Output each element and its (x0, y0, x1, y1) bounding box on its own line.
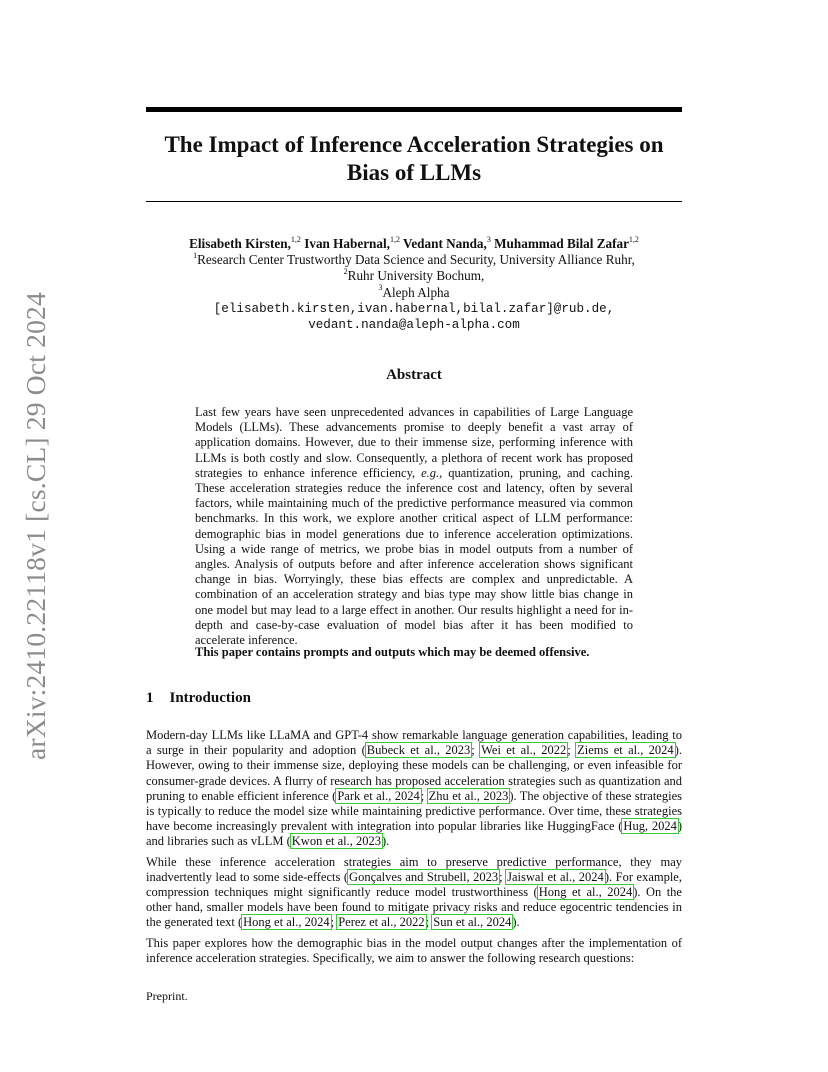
citation-link[interactable]: Kwon et al., 2023 (291, 834, 381, 849)
abstract-heading: Abstract (386, 367, 442, 383)
introduction-body (146, 728, 682, 971)
citation-link[interactable]: Hong et al., 2024 (243, 915, 330, 930)
affiliation-2: $^2$Ruhr University Bochum, (343, 267, 485, 284)
author-names (146, 236, 682, 252)
author-name: Muhammad Bilal Zafar (494, 236, 629, 251)
author-name: Vedant Nanda, (403, 236, 487, 251)
section-number: 1 (146, 690, 154, 706)
author-affiliation-mark: 1,2 (290, 234, 301, 244)
author-affiliation-mark: 3 (486, 234, 491, 244)
citation-link[interactable]: Hong et al., 2024 (538, 885, 633, 900)
intro-paragraph-3: This paper explores how the demographic bias in the model output changes after the implementation of inference acceleration strategies. Specifically, we aim to answer the following research questions: (146, 935, 682, 965)
section-heading-introduction (146, 690, 251, 707)
author-name: Elisabeth Kirsten, (189, 236, 291, 251)
citation-link[interactable]: Zhu et al., 2023 (428, 788, 509, 803)
arxiv-identifier: arXiv:2410.22118v1 [cs.CL] 29 Oct 2024 (20, 292, 51, 760)
citation-link[interactable]: Park et al., 2024 (337, 788, 420, 803)
arxiv-side-stamp (12, 292, 60, 760)
author-affiliation-mark: 1,2 (628, 234, 639, 244)
author-affiliation-mark: 1,2 (389, 234, 400, 244)
citation-link[interactable]: Hug, 2024 (623, 819, 677, 834)
citation-link[interactable]: Ziems et al., 2024 (577, 743, 674, 758)
title-rule-bottom (146, 201, 682, 202)
citation-link[interactable]: Sun et al., 2024 (433, 915, 512, 930)
author-email-1[interactable]: [elisabeth.kirsten,ivan.habernal,bilal.zafar]@rub.de, (213, 301, 615, 316)
section-title: Introduction (169, 690, 251, 706)
intro-paragraph-1: Modern-day LLMs like LLaMA and GPT-4 show remarkable language generation capabilities, leading to a surge in their popularity and adoption (Bubeck et al., 2023; Wei et al., 2022; Ziems et al., 2024). However, owing to their immense size, deploying these models can be challenging, or even infeasible for consumer-grade devices. A flurry of research has proposed acceleration strategies such as quantization and pruning to enable efficient inference (Park et al., 2024; Zhu et al., 2023). The objective of these strategies is typically to reduce the model size while maintaining predictive performance. Over time, these strategies have become increasingly prevalent with integration into popular libraries like HuggingFace (Hug, 2024) and libraries such as vLLM (Kwon et al., 2023). (146, 728, 682, 849)
content-warning: This paper contains prompts and outputs which may be deemed offensive. (195, 645, 590, 659)
author-name: Ivan Habernal, (304, 236, 390, 251)
citation-link[interactable]: Perez et al., 2022 (338, 915, 425, 930)
affiliation-1: $^1$Research Center Trustworthy Data Science and Security, University Alliance Ruhr, (193, 250, 635, 268)
author-block (146, 236, 682, 333)
footer-note: Preprint. (146, 989, 188, 1003)
title-line-1: The Impact of Inference Acceleration Strategies on (164, 132, 664, 157)
citation-link[interactable]: Jaiswal et al., 2024 (507, 869, 604, 884)
abstract-text: Last few years have seen unprecedented advances in capabilities of Large Language Models (LLMs). These advancements promise to deeply benefit a vast array of application domains. However, due to their immense size, performing inference with LLMs is both costly and slow. Consequently, a plethora of recent work has proposed strategies to enhance inference efficiency, e.g., quantization, pruning, and caching. These acceleration strategies reduce the inference cost and latency, often by several factors, while maintaining much of the predictive performance measured via common benchmarks. In this work, we explore another critical aspect of LLM performance: demographic bias in model generations due to inference acceleration optimizations. Using a wide range of metrics, we probe bias in model outputs from a number of angles. Analysis of outputs before and after inference acceleration shows significant change in bias. Worryingly, these bias effects are complex and unpredictable. A combination of an acceleration strategy and bias type may show little bias change in one model but may lead to a large effect in another. Our results highlight a need for in-depth and case-by-case evaluation of model bias after it has been modified to accelerate inference. (195, 405, 633, 648)
citation-link[interactable]: Bubeck et al., 2023 (366, 743, 471, 758)
title-line-2: Bias of LLMs (346, 160, 482, 185)
title-rule-top (146, 107, 682, 112)
citation-link[interactable]: Gonçalves and Strubell, 2023 (349, 869, 499, 884)
citation-link[interactable]: Wei et al., 2022 (481, 743, 567, 758)
paper-title (146, 131, 682, 187)
author-email-2[interactable]: vedant.nanda@aleph-alpha.com (308, 318, 520, 333)
intro-paragraph-2: While these inference acceleration strategies aim to preserve predictive performance, they may inadvertently lead to some side-effects (Gonçalves and Strubell, 2023; Jaiswal et al., 2024). For example, compression techniques might significantly reduce model trustworthiness (Hong et al., 2024). On the other hand, smaller models have been found to mitigate privacy risks and reduce egocentric tendencies in the generated text (Hong et al., 2024; Perez et al., 2022; Sun et al., 2024). (146, 854, 682, 930)
affiliation-3: $^3$Aleph Alpha (378, 283, 450, 300)
